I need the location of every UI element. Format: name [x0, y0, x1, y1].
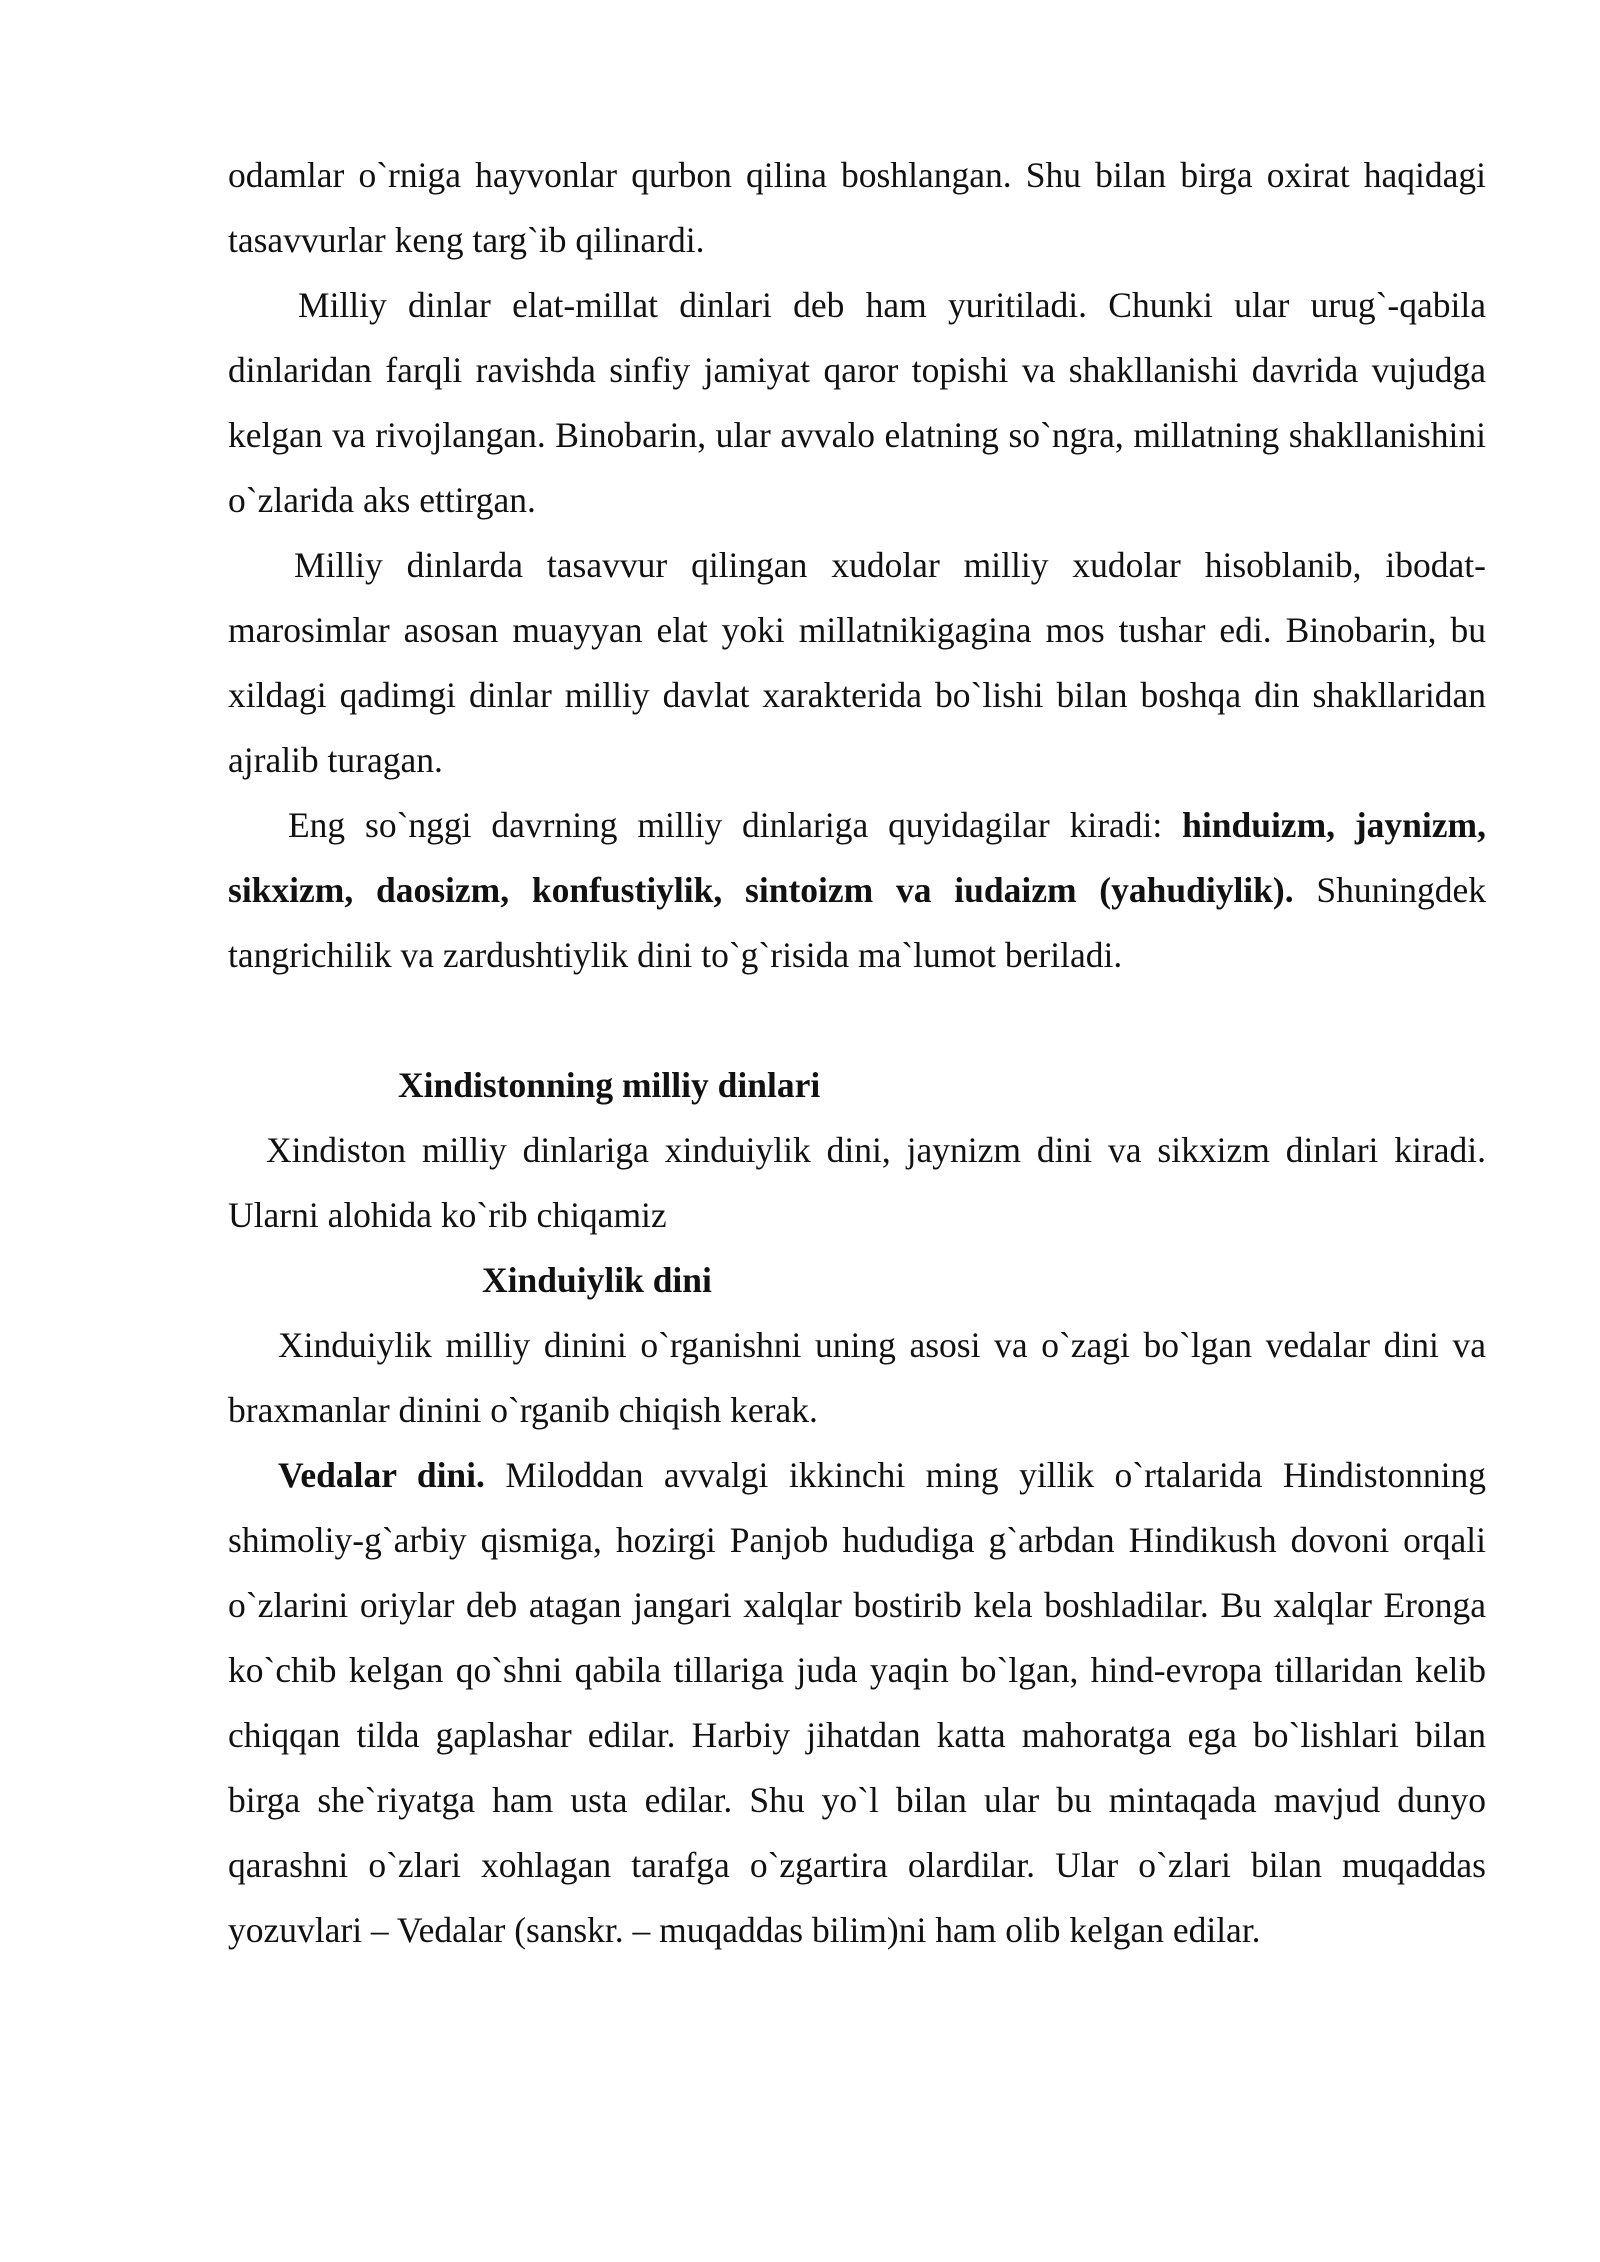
paragraph-6: Xinduiylik milliy dinini o`rganishni uning asosi va o`zagi bo`lgan vedalar dini va braxmanlar dinini o`rganib chiqish kerak. [228, 1325, 1486, 1430]
blank-line [228, 988, 1486, 1053]
paragraph-7-text: Miloddan avvalgi ikkinchi ming yillik o`rtalarida Hindistonning shimoliy-g`arbiy qismiga, hozirgi Panjob hududiga g`arbdan Hindikush dovoni orqali o`zlarini oriylar deb atagan jangari xalqlar bostirib kela boshladilar. Bu xalqlar Eronga ko`chib kelgan qo`shni qabila tillariga juda yaqin bo`lgan, hind-evropa tillaridan kelib chiqqan tilda gaplashar edilar. Harbiy jihatdan katta mahoratga ega bo`lishlari bilan birga she`riyatga ham usta edilar. Shu yo`l bilan ular bu mintaqada mavjud dunyo qarashni o`zlari xohlagan tarafga o`zgartira olardilar. Ular o`zlari bilan muqaddas yozuvlari – Vedalar (sanskr. – muqaddas bilim)ni ham olib kelgan edilar. [228, 1455, 1486, 1950]
paragraph-7-lead: Vedalar dini. [278, 1455, 485, 1495]
paragraph-7 [228, 1443, 1486, 1963]
document-page [228, 143, 1486, 1963]
paragraph-4 [228, 793, 1486, 988]
paragraph-4-bold-list: hinduizm, jaynizm, sikxizm, daosizm, konfustiylik, sintoizm va iudaizm (yahudiylik). [228, 805, 1486, 910]
subsection-heading: Xinduiylik dini [482, 1260, 712, 1300]
paragraph-3: Milliy dinlarda tasavvur qilingan xudolar milliy xudolar hisoblanib, ibodat-marosimlar asosan muayyan elat yoki millatnikigagina mos tushar edi. Binobarin, bu xildagi qadimgi dinlar milliy davlat xarakterida bo`lishi bilan boshqa din shakllaridan ajralib turagan. [228, 545, 1486, 780]
paragraph-4-tail: Shuningdek tangrichilik va zardushtiylik dini to`g`risida ma`lumot beriladi. [228, 870, 1486, 975]
paragraph-4-text: Eng so`nggi davrning milliy dinlariga quyidagilar kiradi: [288, 805, 1183, 845]
paragraph-5: Xindiston milliy dinlariga xinduiylik dini, jaynizm dini va sikxizm dinlari kiradi. Ularni alohida ko`rib chiqamiz [228, 1130, 1486, 1235]
paragraph-1: odamlar o`rniga hayvonlar qurbon qilina boshlangan. Shu bilan birga oxirat haqidagi tasavvurlar keng targ`ib qilinardi. [228, 155, 1486, 260]
paragraph-2: Milliy dinlar elat-millat dinlari deb ham yuritiladi. Chunki ular urug`-qabila dinlaridan farqli ravishda sinfiy jamiyat qaror topishi va shakllanishi davrida vujudga kelgan va rivojlangan. Binobarin, ular avvalo elatning so`ngra, millatning shakllanishini o`zlarida aks ettirgan. [228, 285, 1486, 520]
section-heading: Xindistonning milliy dinlari [398, 1065, 821, 1105]
